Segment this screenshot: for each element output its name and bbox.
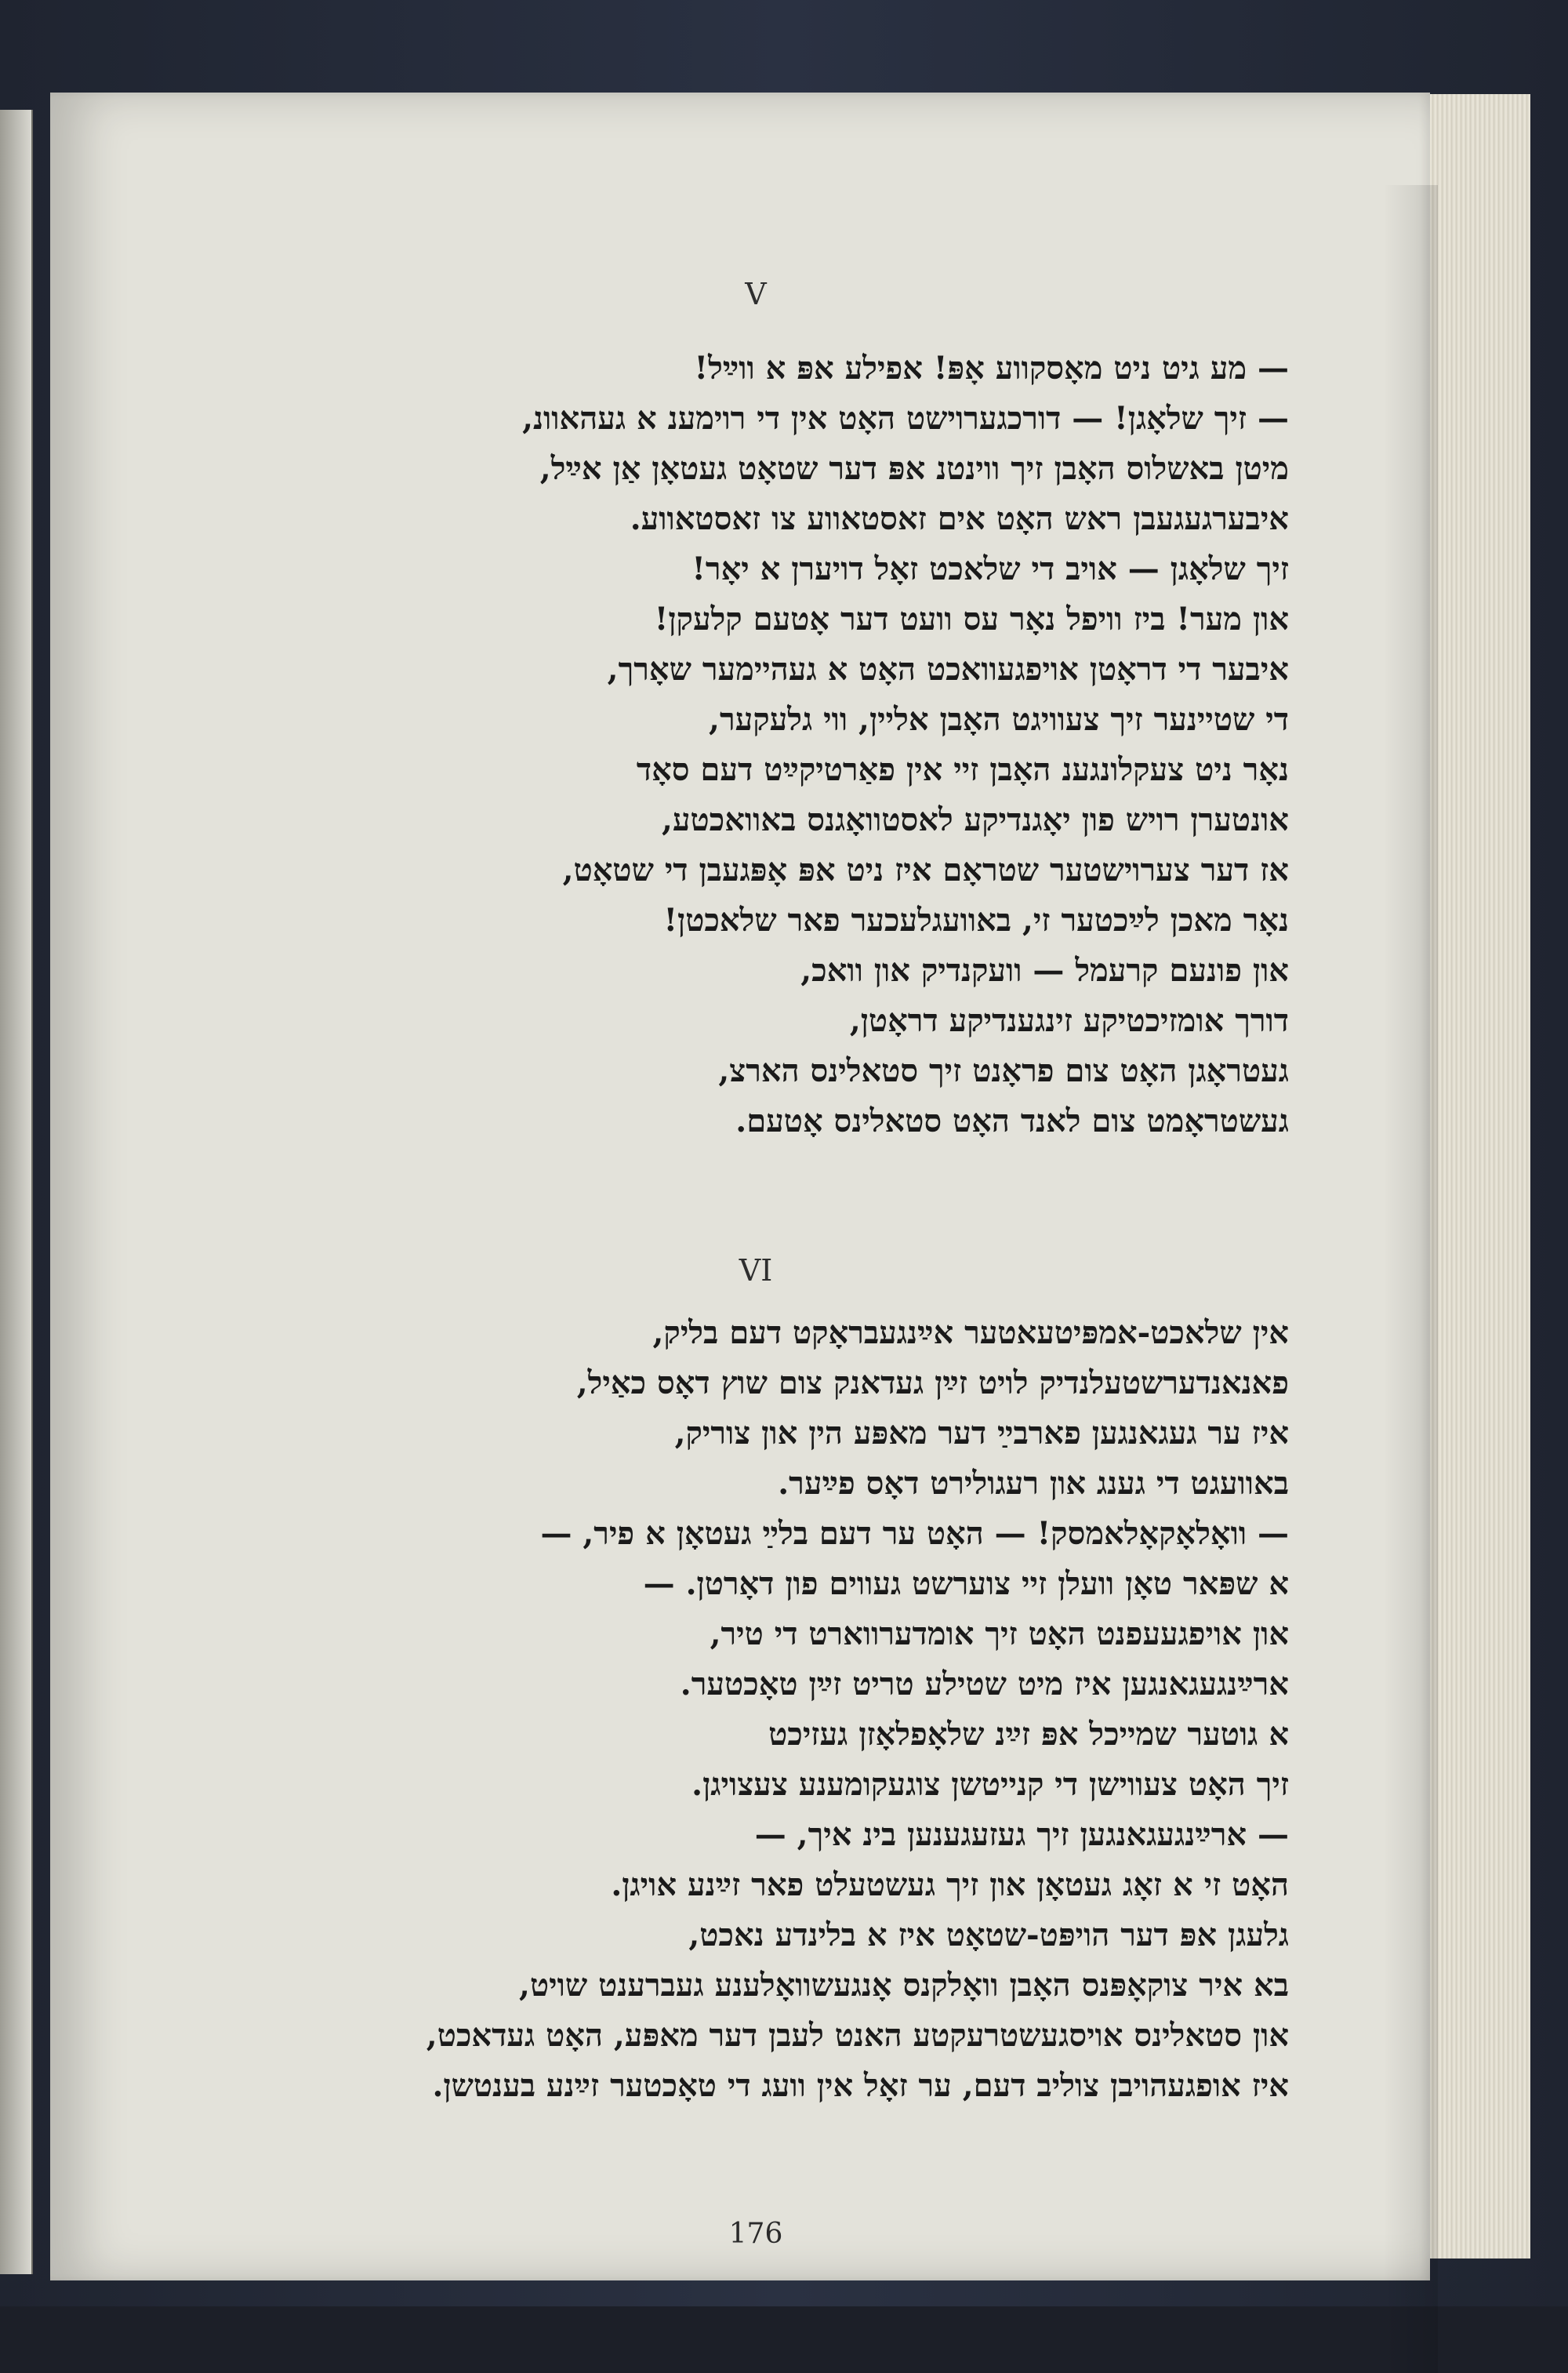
poem-line: דורך אומזיכטיקע זינגענדיקע דראָטן, bbox=[849, 1002, 1289, 1039]
poem-line: — ארײַנגעגאנגען זיך געזעגענען בינ איך, — bbox=[754, 1816, 1289, 1853]
poem-line: בא איר צוקאָפּנס האָבן וואָלקנס אָנגעשוואָלענע געברענט שויט, bbox=[519, 1967, 1289, 2004]
poem-line: באוועגט די גענג און רעגולירט דאָס פײַער. bbox=[778, 1465, 1289, 1502]
poem-line: איבער די דראָטן אויפגעוואכט האָט א געהיימער שאָרך, bbox=[607, 651, 1289, 688]
section-heading-v: V bbox=[745, 277, 767, 311]
poem-line: און אויפגעעפנט האָט זיך אומדערווארט די טיר, bbox=[710, 1615, 1289, 1652]
book-page bbox=[50, 93, 1430, 2280]
poem-line: אונטערן רויש פון יאָגנדיקע לאסטוואָגנס באוואכטע, bbox=[661, 801, 1289, 838]
poem-line: נאָר ניט צעקלונגענ האָבן זיי אין פאַרטיקײַט דעם סאָד bbox=[636, 751, 1289, 788]
poem-line: גלעגן אפּ דער הויפּט-שטאָט איז א בלינדע נאכט, bbox=[688, 1917, 1289, 1953]
poem-line: — מע גיט ניט מאָסקווע אָפּ! אפילע אפּ א ווײַל! bbox=[694, 350, 1289, 387]
poem-line: איז ער געגאנגען פארבײַ דער מאפּע הין און צוריק, bbox=[674, 1415, 1289, 1452]
poem-line: און מער! ביז וויפל נאָר עס וועט דער אָטעם קלעקן! bbox=[654, 601, 1289, 638]
poem-line: די שטיינער זיך צעוויגט האָבן אליין, ווי גלעקער, bbox=[709, 701, 1289, 738]
poem-line: האָט זי א זאָג געטאָן און זיך געשטעלט פאר זײַנע אויגן. bbox=[611, 1866, 1289, 1903]
poem-line: ארײַנגעגאנגען איז מיט שטילע טריט זײַן טאָכטער. bbox=[680, 1666, 1289, 1703]
poem-line: זיך שלאָגן — אויב די שלאכט זאָל דויערן א יאָר! bbox=[691, 551, 1289, 587]
poem-line: אין שלאכט-אמפּיטעאטער אײַנגעבראָקט דעם בליק, bbox=[652, 1314, 1289, 1351]
poem-line: א גוטער שמייכל אפּ זײַנ שלאָפלאָזן געזיכט bbox=[768, 1716, 1289, 1753]
page-number: 176 bbox=[728, 2218, 783, 2250]
poem-line: — וואָלאָקאָלאמסק! — האָט ער דעם בלײַ געטאָן א פיר, — bbox=[540, 1515, 1289, 1552]
stanza-vi bbox=[301, 1308, 1289, 2111]
poem-line: איבערגעגעבן ראש האָט אים זאסטאווע צו זאסטאווע. bbox=[630, 500, 1289, 537]
poem-line: און פונעם קרעמל — וועקנדיק און וואכ, bbox=[800, 952, 1289, 989]
section-heading-vi: VI bbox=[739, 1253, 773, 1288]
poem-line: מיטן באשלוס האָבן זיך ווינטנ אפּ דער שטאָט געטאָן אַן אײַל, bbox=[539, 450, 1289, 487]
poem-line: נאָר מאכן לײַכטער זי, באוועגלעכער פאר שלאכטן! bbox=[663, 902, 1289, 939]
poem-line: זיך האָט צעווישן די קנייטשן צוגעקומענע צעצויגן. bbox=[691, 1766, 1289, 1803]
page-shadow bbox=[1383, 185, 1438, 2373]
poem-line: אז דער צערוישטער שטראָם איז ניט אפּ אָפּגעבן די שטאָט, bbox=[562, 852, 1289, 889]
poem-line: געטראָגן האָט צום פראָנט זיך סטאלינס הארצ, bbox=[718, 1052, 1289, 1089]
facing-page-edge bbox=[0, 110, 33, 2274]
poem-line: איז אופגעהויבן צוליב דעם, ער זאָל אין וועג די טאָכטער זײַנע בענטשן. bbox=[432, 2067, 1289, 2104]
poem-line: — זיך שלאָגן! — דורכגערוישט האָט אין די רוימענ א געהאוונ, bbox=[522, 400, 1289, 437]
poem-line: געשטראָמט צום לאנד האָט סטאלינס אָטעם. bbox=[735, 1103, 1289, 1139]
poem-line: פאנאנדערשטעלנדיק לויט זײַן געדאנק צום שוץ דאָס כאַיל, bbox=[576, 1365, 1289, 1401]
stanza-v bbox=[301, 343, 1289, 1147]
poem-line: און סטאלינס אויסגעשטרעקטע האנט לעבן דער מאפּע, האָט געדאכט, bbox=[426, 2017, 1289, 2054]
poem-line: א שפּאר טאָן וועלן זיי צוערשט געווים פון דאָרטן. — bbox=[643, 1565, 1289, 1602]
